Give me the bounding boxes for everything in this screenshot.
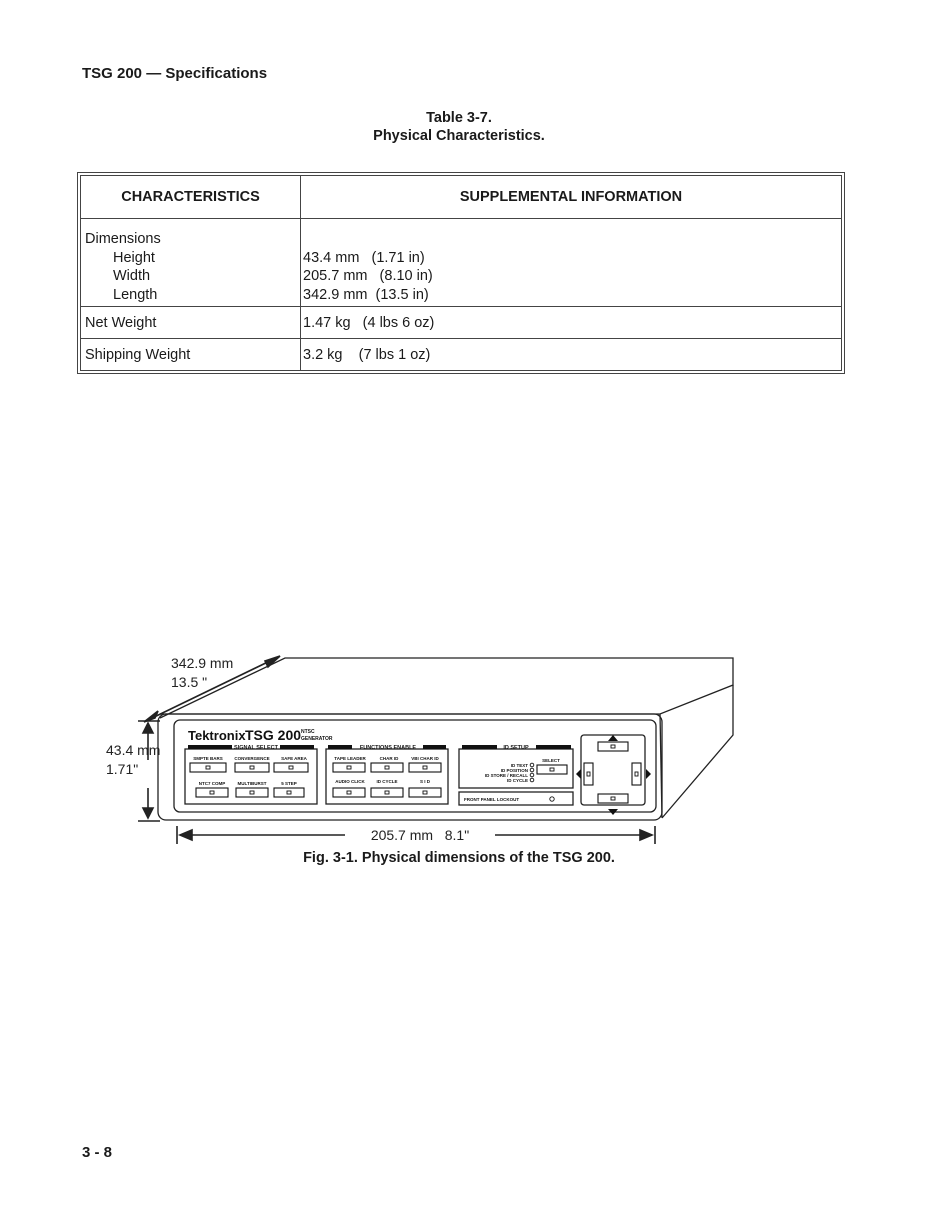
table-row-shipping-weight	[81, 339, 842, 371]
select-label: SELECT	[542, 758, 560, 763]
lockout-led	[550, 797, 554, 801]
smpte-bars-label: SMPTE BARS	[193, 756, 223, 761]
convergence-button[interactable]	[235, 763, 269, 772]
width-value: 205.7 mm (8.10 in)	[303, 268, 433, 284]
char-id-button[interactable]	[371, 763, 403, 772]
width-label: Width	[113, 268, 151, 284]
five-step-label: 5 STEP	[281, 781, 297, 786]
tape-leader-label: TAPE LEADER	[334, 756, 366, 761]
page-header: TSG 200 — Specifications	[82, 65, 268, 82]
id-store-recall-label: ID STORE / RECALL	[484, 773, 528, 778]
dimensions-label: Dimensions	[85, 231, 161, 247]
tsg200-dimension-drawing	[0, 640, 950, 850]
multiburst-label: MULTIBURST	[237, 781, 267, 786]
length-mm-label: 342.9 mm	[171, 655, 234, 671]
width-dimension-label: 205.7 mm 8.1"	[370, 827, 470, 843]
sid-label: S I D	[419, 779, 431, 784]
tape-leader-button[interactable]	[333, 763, 365, 772]
dimensions-cell	[81, 219, 301, 307]
left-arrow-icon	[576, 769, 581, 779]
shipping-weight-value: 3.2 kg (7 lbs 1 oz)	[301, 339, 842, 371]
id-position-led	[530, 768, 534, 772]
id-cycle-button[interactable]	[371, 788, 403, 797]
length-value: 342.9 mm (13.5 in)	[303, 286, 429, 303]
ntc7-comp-button[interactable]	[196, 788, 228, 797]
page-number: 3 - 8	[82, 1144, 113, 1161]
tektronix-logo: Tektronix	[188, 728, 246, 743]
up-arrow-icon	[608, 735, 618, 741]
id-setup-heading: ID SETUP	[503, 745, 529, 751]
audio-click-label: AUDIO CLICK	[335, 779, 365, 784]
height-label: Height	[113, 249, 155, 266]
vbi-char-id-button[interactable]	[409, 763, 441, 772]
table-header-row	[81, 176, 842, 219]
net-weight-value: 1.47 kg (4 lbs 6 oz)	[301, 307, 842, 339]
id-cycle-led	[530, 778, 534, 782]
model-sub-ntsc: NTSC	[301, 729, 315, 735]
safe-area-label: SAFE AREA	[281, 756, 307, 761]
table-row-dimensions	[81, 219, 842, 307]
dimensions-values-cell	[301, 219, 842, 307]
select-button[interactable]	[537, 765, 567, 774]
table-title: Physical Characteristics.	[373, 128, 545, 144]
front-panel-lockout-label: FRONT PANEL LOCKOUT	[464, 797, 520, 802]
ntc7-comp-label: NTC7 COMP	[198, 781, 226, 786]
smpte-bars-button[interactable]	[190, 763, 226, 772]
audio-click-button[interactable]	[333, 788, 365, 797]
char-id-label: CHAR ID	[379, 756, 399, 761]
signal-select-heading: SIGNAL SELECT	[234, 745, 278, 751]
column-header-characteristics: CHARACTERISTICS	[81, 176, 301, 219]
right-button[interactable]	[632, 763, 641, 785]
five-step-button[interactable]	[274, 788, 304, 797]
height-mm-label: 43.4 mm	[106, 742, 161, 758]
figure-caption: Fig. 3-1. Physical dimensions of the TSG 200.	[303, 850, 615, 866]
up-button[interactable]	[598, 742, 628, 751]
model-sub-generator: GENERATOR	[301, 736, 333, 742]
length-label: Length	[113, 286, 158, 303]
column-header-supplemental: SUPPLEMENTAL INFORMATION	[301, 176, 842, 219]
down-button[interactable]	[598, 794, 628, 803]
height-value: 43.4 mm (1.71 in)	[303, 249, 425, 266]
id-text-label: ID TEXT	[510, 763, 528, 768]
multiburst-button[interactable]	[236, 788, 268, 797]
safe-area-button[interactable]	[274, 763, 308, 772]
net-weight-label: Net Weight	[81, 307, 301, 339]
length-in-label: 13.5 "	[171, 674, 208, 690]
height-in-label: 1.71"	[106, 761, 139, 777]
model-label: TSG 200	[245, 727, 302, 743]
functions-enable-heading: FUNCTIONS ENABLE	[359, 745, 417, 751]
physical-characteristics-table	[80, 175, 842, 371]
left-button[interactable]	[584, 763, 593, 785]
shipping-weight-label: Shipping Weight	[81, 339, 301, 371]
id-store-led	[530, 773, 534, 777]
convergence-label: CONVERGENCE	[234, 756, 270, 761]
table-row-net-weight	[81, 307, 842, 339]
right-arrow-icon	[646, 769, 651, 779]
vbi-char-id-label: VBI CHAR ID	[411, 756, 439, 761]
id-cycle-label: ID CYCLE	[376, 779, 398, 784]
id-text-led	[530, 763, 534, 767]
sid-button[interactable]	[409, 788, 441, 797]
table-number: Table 3-7.	[426, 110, 492, 126]
id-position-label: ID POSITION	[500, 768, 528, 773]
id-cycle-setup-label: ID CYCLE	[506, 778, 528, 783]
